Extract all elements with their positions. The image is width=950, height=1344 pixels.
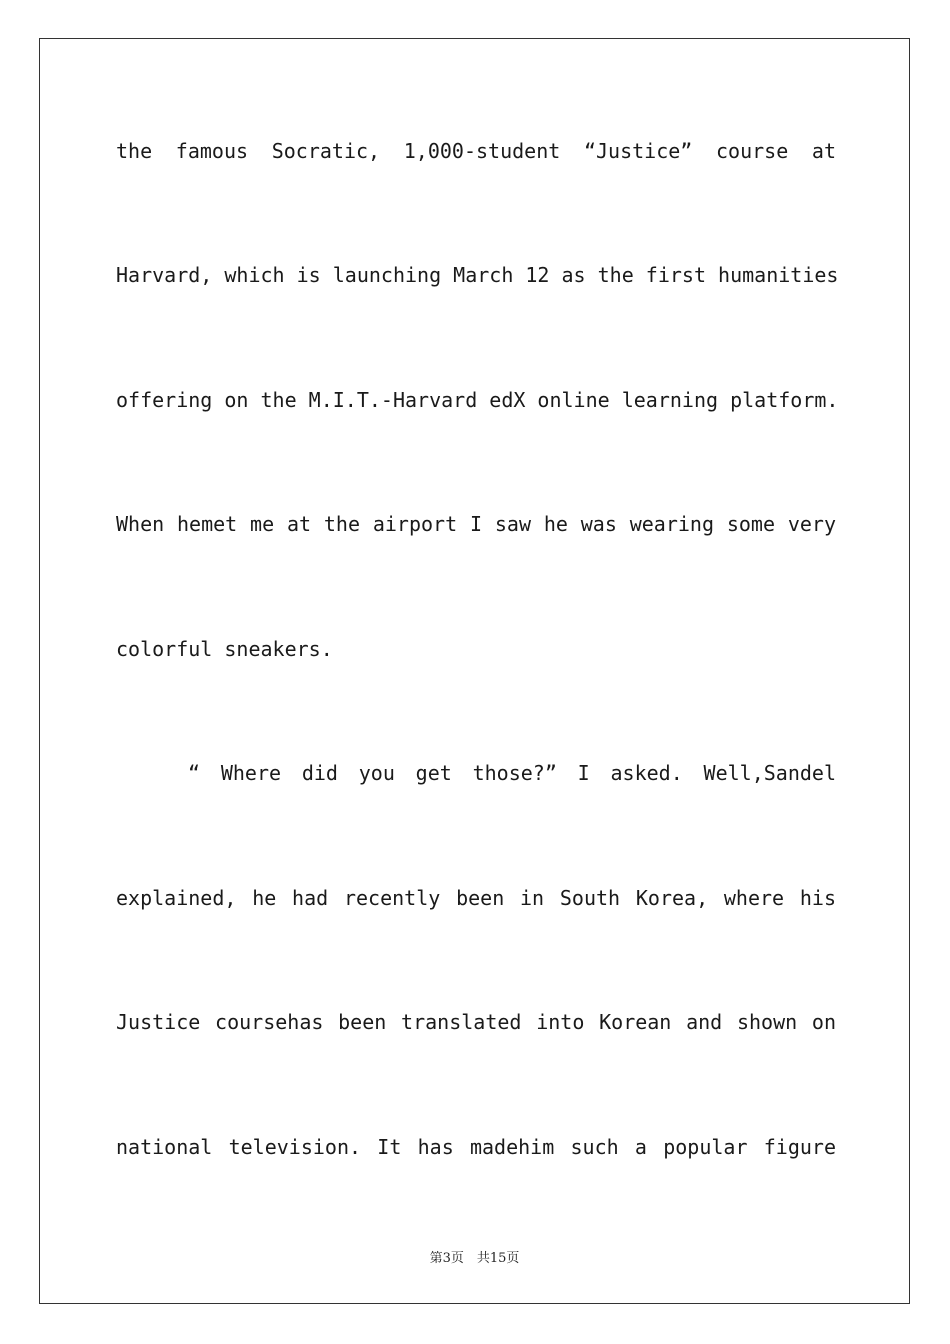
text-line-2: Harvard, which is launching March 12 as the first humanities — [116, 263, 839, 287]
text-line-3: offering on the M.I.T.-Harvard edX online learning platform. — [116, 388, 839, 412]
text-line-6: “ Where did you get those?” I asked. Well,Sandel — [188, 761, 836, 785]
text-line-8: Justice coursehas been translated into Korean and shown on — [116, 1010, 836, 1034]
text-line-4: When hemet me at the airport I saw he was wearing some very — [116, 512, 836, 536]
text-line-5: colorful sneakers. — [116, 637, 333, 661]
document-page — [39, 38, 910, 1304]
text-line-9: national television. It has madehim such a popular figure — [116, 1135, 836, 1159]
page-number-footer: 第3页 共15页 — [429, 1251, 520, 1266]
text-line-7: explained, he had recently been in South Korea, where his — [116, 886, 836, 910]
text-line-1: the famous Socratic, 1,000-student “Justice” course at — [116, 139, 836, 163]
